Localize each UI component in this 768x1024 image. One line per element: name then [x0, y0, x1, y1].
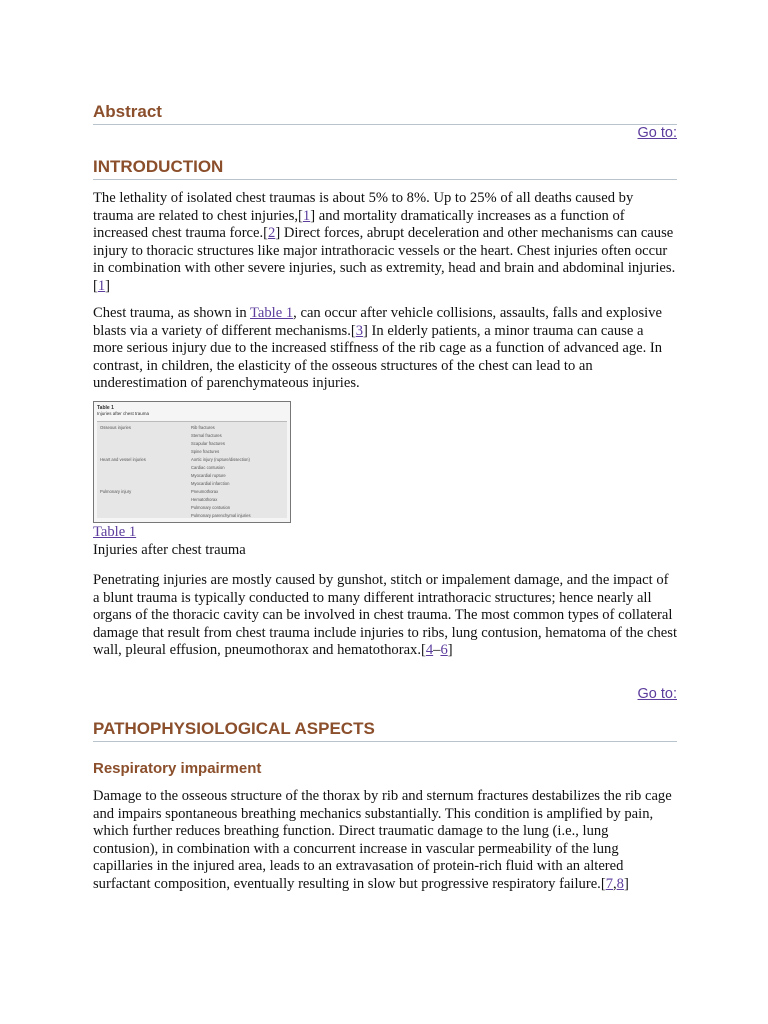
table-1-label-link-wrap — [93, 524, 677, 542]
intro-paragraph-1: The lethality of isolated chest traumas is about 5% to 8%. Up to 25% of all deaths caused by trauma are related to chest injuries,[1] and mortality dramatically increases as a function of increased chest trauma force.[2] Direct forces, abrupt deceleration and other mechanisms can cause injury to thoracic structures like major intrathoracic vessels or the heart. Chest injuries often occur in combination with other severe injuries, such as extremity, head and brain and abdominal injuries.[1] — [93, 190, 676, 294]
ref-link[interactable]: 1 — [97, 277, 106, 294]
ref-link[interactable]: 8 — [616, 875, 624, 892]
goto-link-1[interactable]: Go to: — [637, 125, 677, 141]
table-1-inline-link[interactable]: Table 1 — [250, 305, 294, 321]
ref-link[interactable]: 3 — [355, 322, 364, 339]
thumb-table-grid — [97, 421, 287, 518]
thumb-table-item: Sternal fractures — [191, 433, 222, 438]
table-1-label-link[interactable]: Table 1 — [93, 524, 137, 540]
thumb-table-category: Pulmonary injury — [100, 489, 132, 494]
intro-paragraph-3: Penetrating injuries are mostly caused by gunshot, stitch or impalement damage, and the impact of a blunt trauma is typically conducted to many different intrathoracic structures; hence nearly all organs of the thoracic cavity can be involved in chest trauma. The most common types of collateral damage that result from chest trauma include injuries to ribs, lung contusion, hematoma of the chest wall, pleural effusion, pneumothorax and hematothorax.[4–6] — [93, 572, 677, 658]
ref-link[interactable]: 2 — [268, 225, 276, 241]
section-heading-abstract: Abstract — [93, 102, 677, 125]
intro-paragraph-2: Chest trauma, as shown in Table 1, can occur after vehicle collisions, assaults, falls and explosive blasts via a variety of different mechanisms.[3] In elderly patients, a minor trauma can cause a more serious injury due to the increased stiffness of the rib cage as a function of advanced age. In contrast, in children, the elasticity of the osseous structures of the chest can lead to an underestimation of parenchymateous injuries. — [93, 305, 663, 391]
thumb-table-item: Aortic injury (rupture/dissection) — [191, 457, 250, 462]
section-heading-pathophysiology: PATHOPHYSIOLOGICAL ASPECTS — [93, 719, 677, 742]
thumb-table-item: Myocardial infarction — [191, 481, 230, 486]
subheading-respiratory-impairment: Respiratory impairment — [93, 760, 262, 777]
thumb-table-item: Hematothorax — [191, 497, 218, 502]
respiratory-paragraph-1: Damage to the osseous structure of the thorax by rib and sternum fractures destabilizes the rib cage and impairs spontaneous breathing mechanics substantially. This condition is amplified by pain, which further reduces breathing function. Direct traumatic damage to the lung (i.e., lung contusion), in combination with a concurrent increase in vascular permeability of the lung capillaries in the injured area, leads to an extravasation of protein-rich fluid with an altered surfactant composition, eventually resulting in slow but progressive respiratory failure.[7,8] — [93, 788, 672, 892]
thumb-table-label: Table 1 — [97, 405, 114, 411]
thumb-table-item: Scapular fractures — [191, 441, 225, 446]
ref-link[interactable]: 1 — [302, 207, 311, 224]
thumb-table-category: Osseous injuries — [100, 425, 131, 430]
goto-link-2[interactable]: Go to: — [637, 686, 677, 702]
thumb-table-item: Pneumothorax — [191, 489, 219, 494]
thumb-table-item: Pulmonary parenchymal injuries — [191, 513, 251, 518]
ref-link[interactable]: 6 — [440, 642, 448, 658]
ref-link[interactable]: 7 — [605, 875, 613, 892]
thumb-table-item: Pulmonary contusion — [191, 505, 231, 510]
table-1-caption: Injuries after chest trauma — [93, 542, 246, 558]
table-1-thumbnail[interactable] — [93, 401, 291, 523]
thumb-table-item: Cardiac contusion — [191, 465, 225, 470]
thumb-table-item: Myocardial rupture — [191, 473, 226, 478]
thumb-table-item: Rib fractures — [191, 425, 215, 430]
section-heading-introduction: INTRODUCTION — [93, 157, 677, 180]
thumb-table-caption: Injuries after chest trauma — [97, 411, 150, 416]
thumb-table-item: Spine fractures — [191, 449, 220, 454]
ref-link[interactable]: 4 — [425, 642, 434, 658]
thumb-table-category: Heart and vessel injuries — [100, 457, 146, 462]
